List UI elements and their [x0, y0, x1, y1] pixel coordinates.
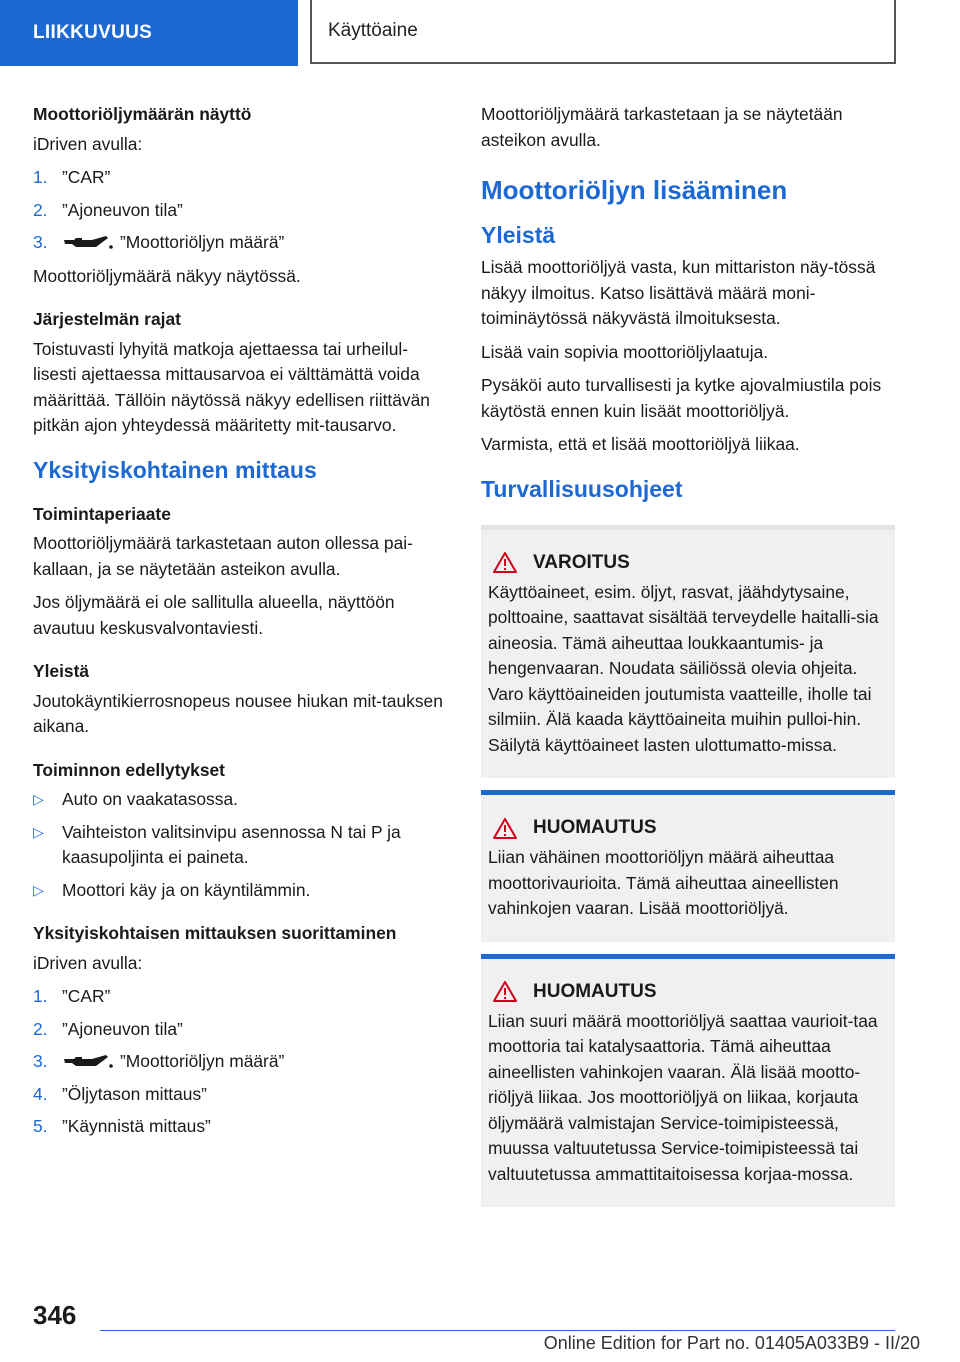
principle-text-1: Moottoriöljymäärä tarkastetaan auton ollessa pai-kallaan, ja se näytetään asteikon avulla. — [33, 533, 413, 579]
general-text: Joutokäyntikierrosnopeus nousee hiukan mit-tauksen aikana. — [33, 690, 443, 736]
step-number: 1. — [33, 167, 48, 187]
warning-triangle-icon — [493, 552, 517, 573]
page-number: 346 — [33, 1300, 77, 1330]
steps-list-2 — [33, 984, 448, 1140]
triangle-right-icon: ▷ — [33, 881, 44, 898]
step-number: 2. — [33, 199, 48, 220]
general-text-4: Varmista, että et lisää moottoriöljyä liikaa. — [481, 434, 800, 454]
triangle-right-icon: ▷ — [33, 791, 44, 807]
step-number: 1. — [33, 986, 48, 1006]
subheading-general: Yleistä — [33, 661, 90, 681]
right-column — [481, 102, 895, 1219]
subheading-system-limits: Järjestelmän rajat — [33, 309, 181, 329]
intro-text: Moottoriöljymäärä tarkastetaan ja se näytetään asteikon avulla. — [481, 104, 843, 150]
idrive-intro-2: iDriven avulla: — [33, 952, 143, 973]
general-text-1: Lisää moottoriöljyä vasta, kun mittariston näy-tössä näkyy ilmoitus. Katso lisättävä määrä moni-toiminäytössä näkyvästä ilmoituksesta. — [481, 257, 876, 328]
step-number: 4. — [33, 1083, 48, 1104]
warning-box-text: Käyttöaineet, esim. öljyt, rasvat, jäähdytysaine, polttoaine, saattavat sisältää terveydelle haitalli-sia aineosia. Tämä aiheuttaa loukkaantumis- ja hengenvaaran. Noudata säiliössä olevia ohjeita. Varo käyttöaineiden joutumista vaatteille, iholle tai silmiin. Älä kaada käyttöaineita muihin pulloi-hin. Säilytä käyttöaineet lasten ulottumatto-missa. — [488, 581, 879, 755]
list-item: 3. ”Moottoriöljyn määrä” — [33, 1049, 448, 1075]
warning-box — [481, 525, 895, 779]
section-tab: LIIKKUVUUS — [0, 0, 298, 66]
heading-safety: Turvallisuusohjeet — [481, 475, 683, 502]
list-item: 3. ”Moottoriöljyn määrä” — [33, 230, 448, 256]
idrive-intro: iDriven avulla: — [33, 133, 143, 154]
list-item: 4. ”Öljytason mittaus” — [33, 1082, 448, 1108]
list-item: 1. ”CAR” — [33, 984, 448, 1010]
notice-box-text: Liian vähäinen moottoriöljyn määrä aiheuttaa moottorivaurioita. Tämä aiheuttaa aineellisten vahinkojen vaaran. Lisää moottoriöljyä. — [488, 847, 839, 918]
heading-adding-oil: Moottoriöljyn lisääminen — [481, 175, 788, 205]
list-item: 2. ”Ajoneuvon tila” — [33, 1017, 448, 1043]
list-item: 2. ”Ajoneuvon tila” — [33, 198, 448, 224]
list-item: ▷ Auto on vaakatasossa. — [33, 787, 448, 813]
warning-triangle-icon — [493, 981, 517, 1002]
footer-divider — [100, 1330, 895, 1331]
heading-general: Yleistä — [481, 222, 556, 248]
subheading-principle: Toimintaperiaate — [33, 503, 171, 524]
edition-text: Online Edition for Part no. 01405A033B9 - II/20 — [543, 1333, 920, 1353]
notice-box-text: Liian suuri määrä moottoriöljyä saattaa vaurioit-taa moottoria tai katalysaattoria. Tämä aiheuttaa aineellisten vahinkojen vaaran. Älä lisää mootto-riöljyä liikaa. Jos moottoriöljyä on liikaa, korjauta öljymäärä valmistajan Service-toimipisteessä, muussa valtuutetussa Service-toimipisteessä tai valtuutetussa ammattitaitoisessa korjaa-mossa. — [488, 1010, 878, 1184]
principle-text-2: Jos öljymäärä ei ole sallitulla alueella, näyttöön avautuu keskusvalvontaviesti. — [33, 592, 395, 638]
warning-triangle-icon — [493, 818, 517, 839]
notice-box-1 — [481, 790, 895, 942]
page-header — [0, 0, 960, 66]
oil-can-icon — [62, 233, 114, 253]
heading-personal-measurement: Yksityiskohtainen mittaus — [33, 456, 317, 483]
oil-can-icon — [62, 1052, 114, 1072]
list-item: 5. ”Käynnistä mittaus” — [33, 1114, 448, 1140]
list-item: 1. ”CAR” — [33, 165, 448, 191]
step-number: 5. — [33, 1116, 48, 1136]
general-text-3: Pysäköi auto turvallisesti ja kytke ajovalmiustila pois käytöstä ennen kuin lisäät moottoriöljyä. — [481, 375, 882, 421]
list-item: ▷ Vaihteiston valitsinvipu asennossa N tai P ja kaasupoljinta ei paineta. — [33, 820, 448, 871]
warning-box-title: VAROITUS — [488, 552, 887, 574]
list-item: ▷ Moottori käy ja on käyntilämmin. — [33, 878, 448, 904]
step-number: 3. — [33, 232, 48, 252]
chapter-tab: Käyttöaine — [310, 0, 896, 64]
notice-box-2 — [481, 954, 895, 1208]
requirements-list — [33, 787, 448, 903]
oil-result-text: Moottoriöljymäärä näkyy näytössä. — [33, 265, 301, 286]
system-limits-text: Toistuvasti lyhyitä matkoja ajettaessa tai urheilul-lisesti ajettaessa mittausarvoa ei välttämättä voida määrittää. Tällöin näytössä näkyy edellisen riittävän pitkän ajon yhteydessä määritetty mit-tausarvo. — [33, 338, 430, 435]
general-text-2: Lisää vain sopivia moottoriöljylaatuja. — [481, 341, 769, 362]
left-column — [33, 102, 448, 1148]
subheading-requirements: Toiminnon edellytykset — [33, 759, 225, 780]
subheading-perform-measurement: Yksityiskohtaisen mittauksen suorittaminen — [33, 923, 397, 943]
triangle-right-icon: ▷ — [33, 823, 44, 840]
step-number: 2. — [33, 1018, 48, 1039]
steps-list-1 — [33, 165, 448, 256]
notice-box-title: HUOMAUTUS — [488, 817, 887, 839]
subheading-oil-display: Moottoriöljymäärän näyttö — [33, 104, 252, 124]
notice-box-title: HUOMAUTUS — [488, 981, 887, 1003]
step-number: 3. — [33, 1051, 48, 1071]
